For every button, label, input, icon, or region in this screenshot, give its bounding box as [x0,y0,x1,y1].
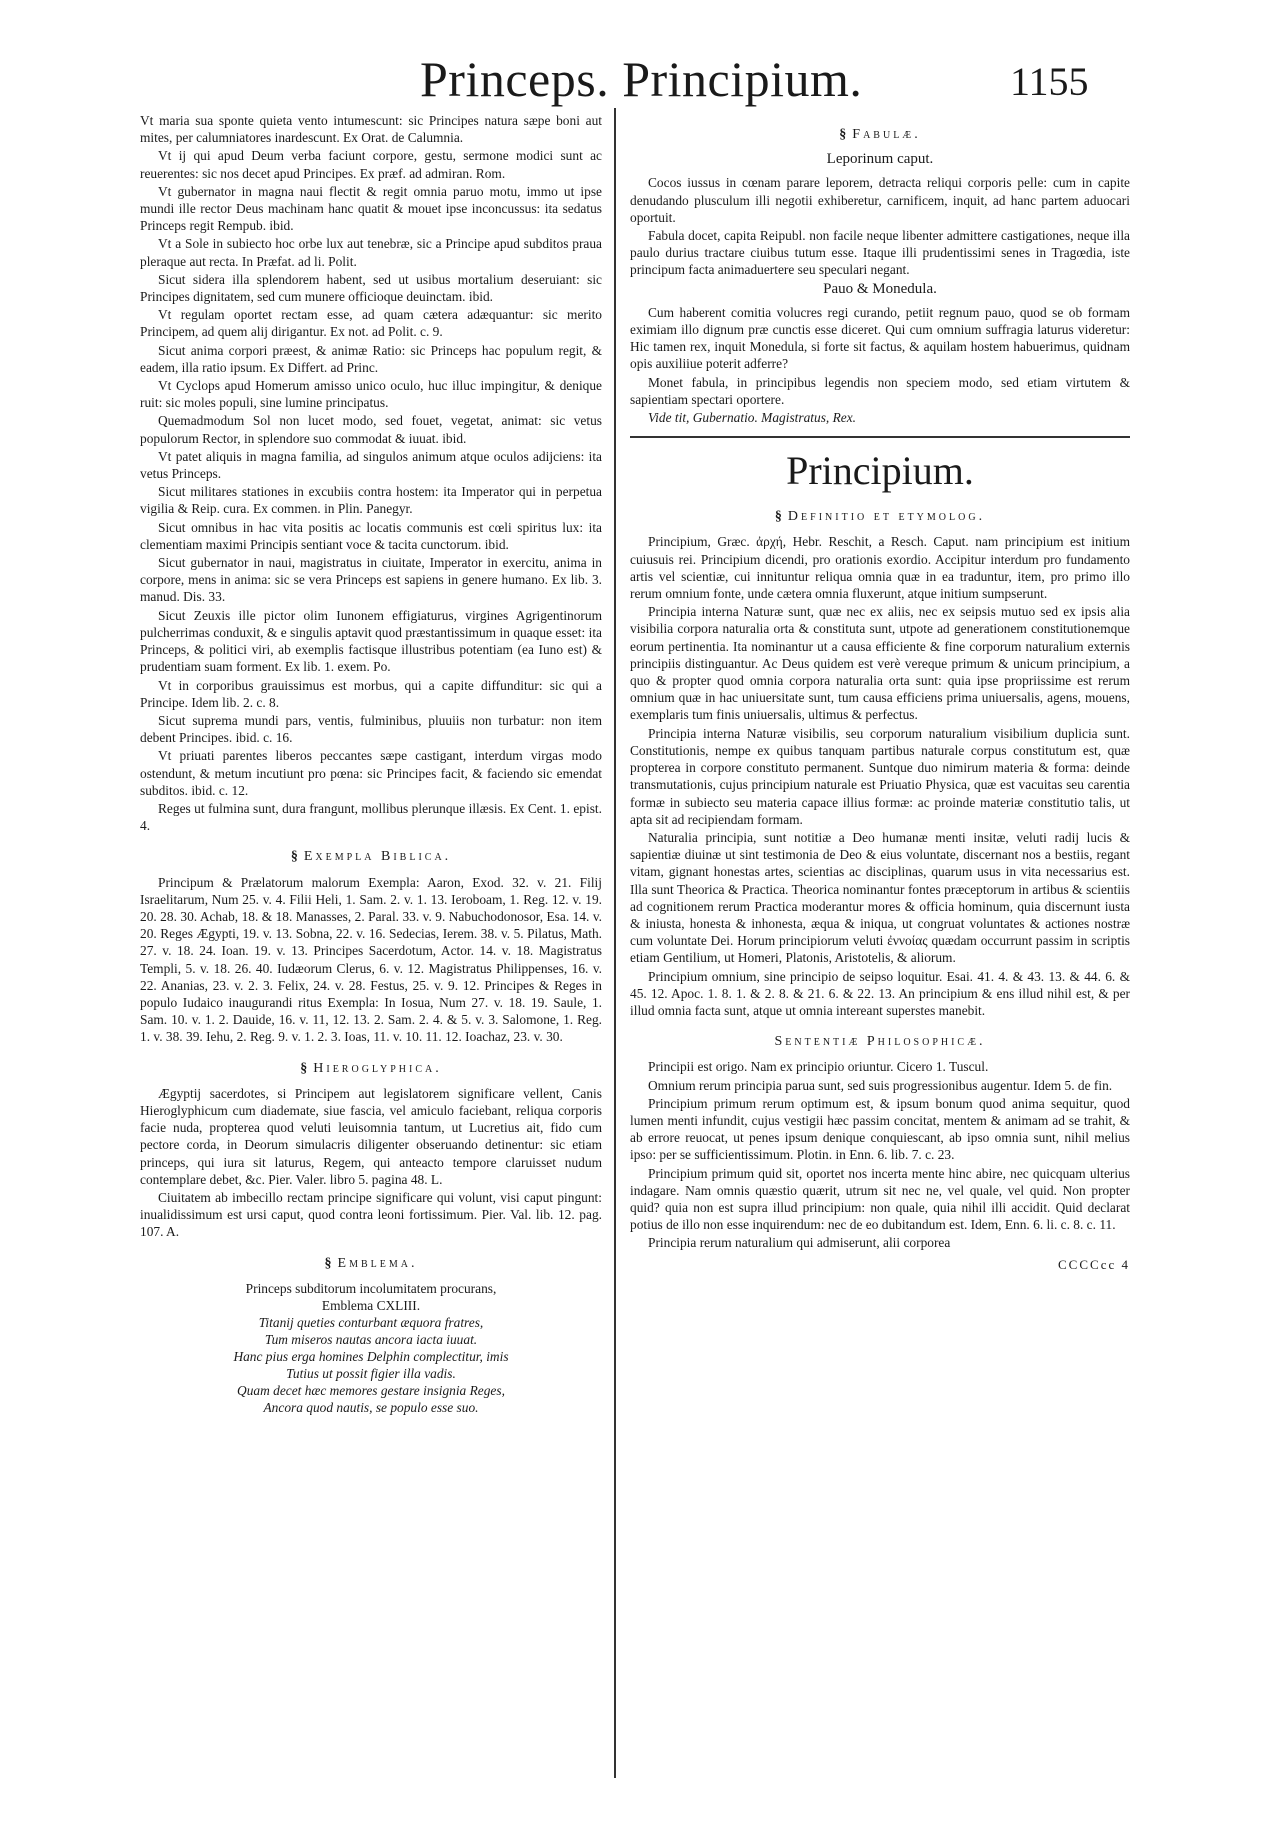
section-heading-emblema: § Emblema. [324,1255,418,1271]
right-column [630,112,1130,1273]
paragraph: Vt maria sua sponte quieta vento intumescunt: sic Principes natura sæpe boni aut mites, per calumniatores inardescunt. Ex Orat. de Calumnia. [140,113,602,146]
paragraph: Sicut Zeuxis ille pictor olim Iunonem effigiaturus, virgines Agrigentinorum pulcherrimas conduxit, & e singulis aptavit quod præstantissimum in quaque esset: ita Princeps, & politici viri, ab exemplis factisque illustribus potentiam (ea Iuno est) & prudentiam suam forment. Ex lib. 1. exem. Po. [140,607,602,675]
section-heading-exempla: § Exempla Biblica. [290,849,452,865]
paragraph: Ægyptij sacerdotes, si Principem aut legislatorem significare vellent, Canis Hieroglyphicum cum diademate, siue fascia, vel amiculo faciebant, reliqua corporis facie nuda, propterea quod veluti leuisomnia tantum, ut Lucretius ait, fido cum pectore corda, in Deorum simulacris diligenter obseruando detinentur: sic etiam princeps, qui iura sit laturus, Regem, qui anteacto tempore claruisset nudum contemplare debet, &c. Pier. Valer. libro 5. pagina 48. L. [140,1085,602,1187]
pilcrow-icon: § [839,127,847,142]
emblem-verse: Titanij queties conturbant æquora fratres, [258,1314,484,1330]
paragraph: Principia interna Naturæ visibilis, seu corporum naturalium visibilium duplicia sunt. Constitutionis, nempe ex quibus tanquam partibus naturale corpus constitutum est, quæ propterea in corpore constituto permanent. Suntque duo nimirum materia & forma: deinde transmutationis, cujus principium naturale est Priuatio Physica, quæ est vacuitas seu carentia formæ in subiecto seu materia capace illius formæ: ac proinde materiæ constitutio talis, ut apta sit ad recipiendam formam. [630,725,1130,827]
entry-title: Principium. [786,448,974,494]
signature-mark: CCCCcc 4 [1058,1256,1130,1272]
page-number: 1155 [1010,59,1089,104]
emblem-verse: Tutius ut possit figier illa vadis. [286,1365,456,1381]
paragraph: Omnium rerum principia parua sunt, sed suis progressionibus augentur. Idem 5. de fin. [648,1077,1113,1093]
fable-title: Leporinum caput. [826,151,934,168]
emblem-verse: Ancora quod nautis, se populo esse suo. [263,1399,479,1415]
paragraph: Principia rerum naturalium qui admiserunt, alii corporea [648,1235,951,1251]
emblem-line: Emblema CXLIII. [321,1297,421,1313]
paragraph: Principum & Prælatorum malorum Exempla: Aaron, Exod. 32. v. 21. Filij Israelitarum, Num 25. v. 4. Filii Heli, 1. Sam. 2. v. 1. 13. Ieroboam, 1. Reg. 12. v. 19. 20. 28. 30. Achab, 18. & 18. Manasses, 2. Paral. 33. v. 9. Nabuchodonosor, Esa. 14. v. 20. Reges Ægypti, 19. v. 13. Sobna, 22. v. 16. Sedecias, Ierem. 38. v. 5. Pilatus, Math. 27. v. 18. 24. Ioan. 19. v. 13. Principes Sacerdotum, Actor. 14. v. 18. Magistratus Templi, 5. v. 18. 26. 40. Iudæorum Clerus, 6. v. 12. Magistratus Philippenses, 16. v. 22. Ananias, 23. v. 2. 3. Felix, 24. v. 28. Festus, 25. v. 9. 12. Principes & Reges in populo Iudaico inaugurandi ritus Exempla: In Iosua, Num 27. v. 18. 19. Saule, 1. Sam. 10. v. 1. 2. Dauide, 16. v. 11, 12. 13. 2. Sam. 2. 4. & 5. v. 3. Salomone, 1. Reg. 1. v. 38. 39. Iehu, 2. Reg. 9. v. 1. 2. 3. Ioas, 11. v. 10. 11. 12. Ioachaz, 23. v. 30. [140,874,602,1045]
paragraph: Sicut anima corpori præest, & animæ Ratio: sic Princeps hac populum regit, & eadem, illa ratio ipsum. Ex Differt. ad Princ. [140,342,602,375]
section-heading-sententiae: Sententiæ Philosophicæ. [774,1034,986,1050]
paragraph: Vt gubernator in magna naui flectit & regit omnia paruo motu, immo ut ipse mundi ille rector Deus machinam hanc quatit & mouet ipse inconcussus: ita sedatus Princeps regit Rempub. ibid. [140,183,602,234]
running-title: Princeps. Principium. [420,51,863,107]
paragraph: Sicut sidera illa splendorem habent, sed ut usibus mortalium deseruiant: sic Principes dignitatem, sed cum munere officioque deuinctam. ibid. [140,271,602,305]
paragraph: Sicut suprema mundi pars, ventis, fulminibus, pluuiis non turbatur: non item debent Principes. ibid. c. 16. [140,712,602,746]
paragraph: Ciuitatem ab imbecillo rectam principe significare qui volunt, visi caput pingunt: inualidissimum est ursi caput, quod contra leoni fortissimum. Pier. Val. lib. 12. pag. 107. A. [140,1189,602,1240]
paragraph: Principium primum rerum optimum est, & ipsum bonum quod anima sequitur, quod lumen menti infundit, cujus vestigii hæc passim concitat, mentem & animam ad se trahit, & ab errore reuocat, ut penes ipsum denique conquiescant, ab ipso omnia sunt, nihil melius ipso: per se sufficientissimum. Plotin. in Enn. 6. lib. 7. c. 23. [630,1095,1130,1163]
paragraph: Cum haberent comitia volucres regi curando, petiit regnum pauo, quod se ob formam eximiam illo dignum præ cunctis esse diceret. Qui cum omnium suffragia laturus videretur: Hic tamen rex, inquit Monedula, si forte sit factus, & aquilam hostem habuerimus, quidnam opis auxiliiue poterit adferre? [630,304,1130,372]
paragraph: Vt patet aliquis in magna familia, ad singulos animum atque oculos adijciens: ita vetus Princeps. [140,448,602,482]
column-divider [614,108,616,1778]
emblem-verse: Quam decet hæc memores gestare insignia Reges, [237,1382,505,1398]
paragraph: Monet fabula, in principibus legendis non speciem modo, sed etiam virtutem & sapientiam spectari oportere. [630,374,1130,407]
emblem-verse: Hanc pius erga homines Delphin complectitur, imis [233,1348,509,1364]
paragraph: Naturalia principia, sunt notitiæ a Deo humanæ menti insitæ, veluti radij lucis & sapientiæ diuinæ ut sint testimonia de Deo & eius voluntate, discernant nos a bestiis, regant vitam, gignant honestas artes, scientias ac disciplinas, quarum usus in vita necessarius est. Illa sunt Theorica & Practica. Theorica nominantur fontes præceptorum in artibus & scientiis ad cognitionem rerum Practica moderantur mores & officia hominum, quia discernunt iusta & iniusta, honesta & inhonesta, æqua & iniqua, ut congruat voluntates & actiones nostræ cum voluntate Dei. Horum principiorum veluti ἐννοίας quædam occurrunt passim in scriptis etiam Gentilium, ut Homeri, Platonis, Aristotelis, & aliorum. [630,829,1130,966]
paragraph: Principium, Græc. ἀρχή, Hebr. Reschit, a Resch. Caput. nam principium est initium cuiusuis rei. Principium dicendi, pro orationis exordio. Accipitur interdum pro fundamento artis vel scientiæ, cui innituntur reliqua omnia quæ in ea traduntur, item, pro primo illo rerum omnium fonte, unde cætera omnia fluxerunt, atque initium sumpserunt. [630,534,1130,602]
paragraph: Vt ij qui apud Deum verba faciunt corpore, gestu, sermone modici sunt ac reuerentes: sic nos decet apud Principes. Ex præf. ad admiran. Rom. [140,148,602,181]
paragraph: Vt priuati parentes liberos peccantes sæpe castigant, interdum virgas modo ostendunt, & metum incutiunt pro pœna: sic Principes facit, & faciendo sic emendat subditos. ibid. c. 12. [140,748,602,798]
section-heading-fabulae: § Fabulæ. [839,127,921,142]
paragraph: Vt a Sole in subiecto hoc orbe lux aut tenebræ, sic a Principe apud subditos praua pleraque aut recta. In Præfat. ad li. Polit. [140,236,602,269]
pilcrow-icon: § [300,1060,308,1076]
section-heading-hieroglyphica: § Hieroglyphica. [300,1060,442,1076]
cross-reference: Vide tit, Gubernatio. Magistratus, Rex. [648,410,857,426]
paragraph: Sicut omnibus in hac vita positis ac locatis communis est cœli spiritus lux: ita clementiam maximi Principis sentiant voce & tacita cunctorum. ibid. [140,519,602,552]
pilcrow-icon: § [290,849,298,865]
paragraph: Cocos iussus in cœnam parare leporem, detracta reliqui corporis pelle: cum in capite denudando plusculum illi negotii exhiberetur, carnificem, inquit, ad hanc partem aduocari oportuit. [630,175,1130,225]
paragraph: Principium primum quid sit, oportet nos incerta mente hinc abire, nec quicquam ulterius indagare. Nam omnis quæstio quærit, utrum sit nec ne, vel quale, vel quid. Non propter quid? quia non est supra illud principium: non quale, quia nihil illi accidit. Quid declarat potius de illo non esse inquirendum: nec de eo dubitandum est. Idem, Enn. 6. li. c. 8. c. 11. [630,1165,1130,1233]
emblem-block [140,1280,602,1416]
paragraph: Vt Cyclops apud Homerum amisso unico oculo, huc illuc impingitur, & denique ruit: sic moles populi, sine lumine principatus. [140,378,602,411]
pilcrow-icon: § [324,1255,332,1271]
paragraph: Quemadmodum Sol non lucet modo, sed fouet, vegetat, animat: sic vetus populorum Rector, in splendore suo commodat & iuuat. ibid. [140,413,602,446]
horizontal-rule [630,436,1130,438]
pilcrow-icon: § [774,509,782,525]
paragraph: Vt regulam oportet rectam esse, ad quam cætera adæquantur: sic merito Principem, ad quem alij dirigantur. Ex not. ad Polit. c. 9. [140,307,602,340]
fable-title: Pauo & Monedula. [823,280,937,297]
emblem-verse: Tum miseros nautas ancora iacta iuuat. [264,1331,478,1347]
paragraph: Vt in corporibus grauissimus est morbus, qui a capite diffunditur: sic qui a Principe. Idem lib. 2. c. 8. [140,677,602,710]
left-column [140,112,602,1416]
paragraph: Reges ut fulmina sunt, dura frangunt, mollibus plerunque illæsis. Ex Cent. 1. epist. 4. [140,800,602,834]
paragraph: Sicut militares stationes in excubiis contra hostem: ita Imperator qui in perpetua vigilia & Reip. cura. Ex commen. in Plin. Panegyr. [140,484,602,517]
page-header [0,50,1276,110]
section-heading-definitio: § Definitio et etymolog. [774,509,986,525]
paragraph: Principium omnium, sine principio de seipso loquitur. Esai. 41. 4. & 43. 13. & 44. 6. & 45. 12. Apoc. 1. 8. 1. & 2. 8. & 21. 6. & 22. 13. An principium & ens illud nihil est, & per illud omnia facta sunt, atque ut omnia intereant superstes manebit. [630,968,1130,1018]
paragraph: Principia interna Naturæ sunt, quæ nec ex aliis, nec ex seipsis mutuo sed ex ipsis alia visibilia corpora naturalia orta & constituta sunt, utpote ad generationem constitutionemque eorum pertinentia. Ita nominantur ut a causa efficiente & fine corporum naturalium externis principiis distinguantur. Ac Deus quidem est verè vereque primum & unicum principium, a quo & propter quod omnia corpora naturalia orta sunt: quia ipse propriissime est rerum omnium quæ in hac uniuersitate sunt, tum causa efficiens prima uniuersalis, agens, mouens, exemplaris tum finis uniuersalis, ultimus & perfectus. [630,604,1130,723]
paragraph: Fabula docet, capita Reipubl. non facile neque libenter admittere castigationes, neque illa paulo durius tractare ciuibus tutum esse. Itaque illi prudentissimi senes in Tragœdia, iste principum facta animaduertere seu speculari negant. [630,228,1130,278]
paragraph: Principii est origo. Nam ex principio oriuntur. Cicero 1. Tuscul. [648,1059,989,1075]
paragraph: Sicut gubernator in naui, magistratus in ciuitate, Imperator in exercitu, anima in corpore, mens in anima: sic se vera Princeps est sapiens in genere humano. Ex lib. 3. manud. Dis. 33. [140,555,602,605]
emblem-line: Princeps subditorum incolumitatem procurans, [245,1280,497,1296]
